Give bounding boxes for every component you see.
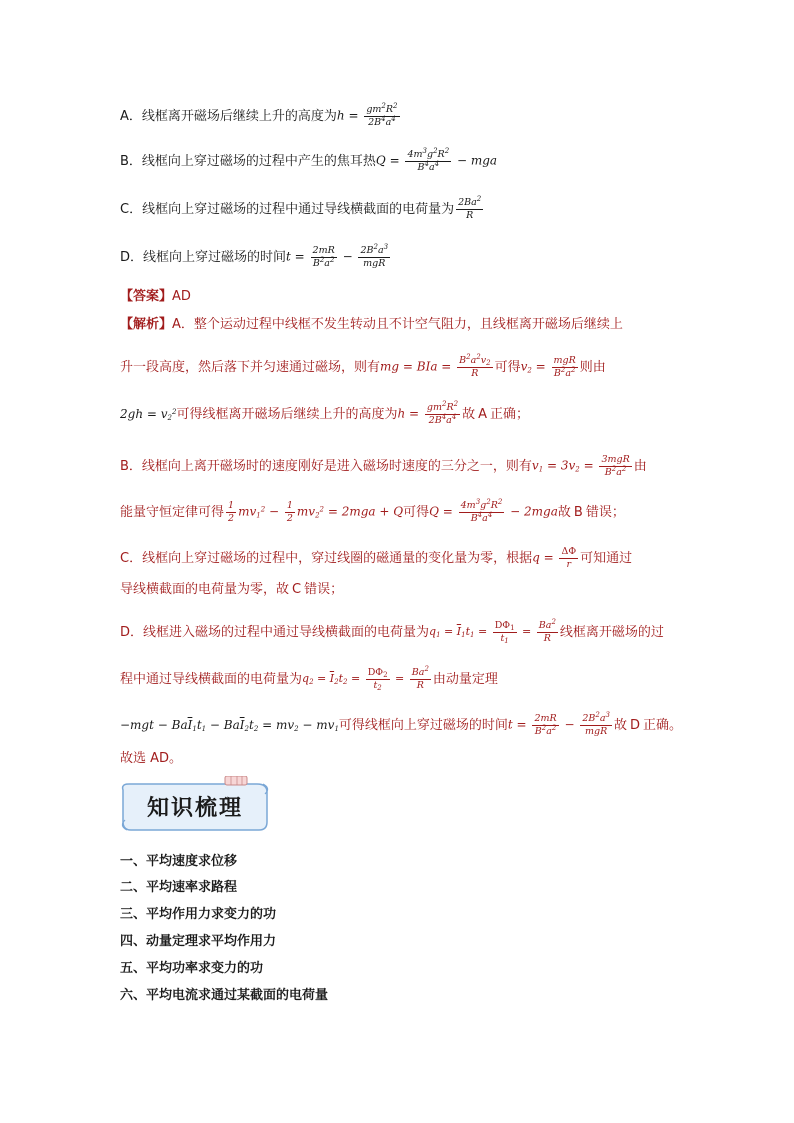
analysis-d-text2: 线框离开磁场的过 bbox=[559, 624, 664, 640]
analysis-label: 【解析】 bbox=[120, 317, 173, 332]
analysis-c-line2 bbox=[120, 583, 343, 596]
answer-value: AD bbox=[172, 289, 191, 304]
analysis-d-text7: 正确。 bbox=[643, 717, 683, 733]
analysis-b-text1: B．线框向上离开磁场时的速度刚好是进入磁场时速度的三分之一，则有 bbox=[120, 458, 532, 474]
option-d bbox=[120, 243, 392, 269]
formula-charge-flux: q = $\frac{\Delta\Phi}{r}$ bbox=[532, 546, 577, 570]
section-banner bbox=[117, 776, 273, 834]
analysis-c-text4: 错误； bbox=[304, 582, 344, 597]
analysis-b-text6: 错误； bbox=[585, 504, 625, 520]
analysis-conclusion bbox=[120, 752, 182, 765]
analysis-c-line1 bbox=[120, 547, 632, 569]
knowledge-item-2: 二、平均速率求路程 bbox=[120, 880, 238, 895]
knowledge-item-4: 四、动量定理求平均作用力 bbox=[120, 934, 277, 949]
formula-v2: $v_2$ = $\frac{\text{mgR}}{B^2a^2}$ bbox=[520, 355, 576, 379]
option-c bbox=[120, 195, 485, 221]
formula-time: t = $\frac{2mR}{B^2a^2}$ − $\frac{2B^2a^3}{\text{mgR}}$ bbox=[507, 711, 610, 737]
option-c-formula: $\frac{2Ba^2}{R}$ bbox=[458, 195, 482, 221]
formula-height: h = $\frac{gm^2R^2}{2B^4a^4}$ bbox=[397, 400, 459, 426]
analysis-a-text3: 可得 bbox=[494, 359, 521, 375]
analysis-a-text1: A．整个运动过程中线框不发生转动且不计空气阻力，且线框离开磁场后继续上 bbox=[172, 317, 623, 332]
analysis-a-letter: A bbox=[478, 406, 487, 422]
pencil-icon bbox=[225, 776, 247, 785]
analysis-d-text3: 程中通过导线横截面的电荷量为 bbox=[120, 671, 303, 687]
option-c-text: C．线框向上穿过磁场的过程中通过导线横截面的电荷量为 bbox=[120, 201, 455, 217]
option-b-text: B．线框向上穿过磁场的过程中产生的焦耳热 bbox=[120, 153, 376, 169]
analysis-a-line2 bbox=[120, 353, 606, 379]
formula-energy: $\frac{1}{2}$ $mv_1^2$ − $\frac{1}{2}$ $mv_2^2 = 2mga + Q$ bbox=[228, 500, 404, 524]
answer-line bbox=[120, 290, 191, 303]
analysis-b-line2 bbox=[120, 498, 625, 524]
option-d-formula: t = $\frac{2mR}{B^2a^2}$ − $\frac{2B^2a^3}{\text{mgR}}$ bbox=[286, 243, 389, 269]
analysis-a-text7: 正确； bbox=[490, 406, 530, 422]
conclusion-text: 故选 AD。 bbox=[120, 751, 183, 766]
analysis-b-text5: 故 bbox=[557, 504, 571, 520]
analysis-d-line3 bbox=[120, 711, 683, 737]
analysis-a-line1 bbox=[120, 318, 623, 331]
analysis-d-text1: D．线框进入磁场的过程中通过导线横截面的电荷量为 bbox=[120, 624, 430, 640]
knowledge-item-5: 五、平均功率求变力的功 bbox=[120, 961, 264, 976]
knowledge-item-1: 一、平均速度求位移 bbox=[120, 854, 238, 869]
analysis-d-line1 bbox=[120, 618, 664, 645]
analysis-a-text4: 则由 bbox=[579, 359, 606, 375]
option-a-formula: h = $\frac{gm^2R^2}{2B^4a^4}$ bbox=[336, 102, 398, 128]
analysis-d-text4: 由动量定理 bbox=[432, 671, 498, 687]
analysis-d-letter: D bbox=[630, 717, 641, 733]
option-b bbox=[120, 147, 498, 173]
answer-label: 【答案】 bbox=[120, 289, 173, 304]
analysis-b-line1 bbox=[120, 455, 647, 477]
formula-q2: $q_2 = \overline{I}_2t_2$ = $\frac{D\Phi_2}{t_2}$ = $\frac{Ba^2}{R}$ bbox=[302, 665, 429, 692]
analysis-c-text2: 可知通过 bbox=[580, 550, 633, 566]
analysis-d-text6: 故 bbox=[613, 717, 627, 733]
analysis-d-line2 bbox=[120, 665, 498, 692]
formula-q1: $q_1 = \overline{I}_1t_1$ = $\frac{D\Phi_1}{t_1}$ = $\frac{Ba^2}{R}$ bbox=[429, 618, 556, 645]
knowledge-item-3: 三、平均作用力求变力的功 bbox=[120, 907, 277, 922]
analysis-b-letter: B bbox=[573, 504, 583, 520]
analysis-a-text5: 可得线框离开磁场后继续上升的高度为 bbox=[176, 406, 398, 422]
option-d-text: D．线框向上穿过磁场的时间 bbox=[120, 249, 287, 265]
option-a bbox=[120, 102, 402, 128]
section-title: 知识梳理 bbox=[146, 795, 243, 821]
option-a-text: A．线框离开磁场后继续上升的高度为 bbox=[120, 108, 337, 124]
analysis-c-letter: C bbox=[292, 582, 302, 597]
analysis-c-text1: C．线框向上穿过磁场的过程中，穿过线圈的磁通量的变化量为零，根据 bbox=[120, 550, 533, 566]
formula-force-balance: mg = BIa = $\frac{B^2a^2v_2}{R}$ bbox=[380, 353, 491, 379]
analysis-b-text2: 由 bbox=[633, 458, 647, 474]
analysis-b-text4: 可得 bbox=[403, 504, 430, 520]
knowledge-item-6: 六、平均电流求通过某截面的电荷量 bbox=[120, 988, 329, 1003]
formula-kinematics: $2gh = v_2^2$ bbox=[120, 407, 177, 422]
analysis-c-text3: 导线横截面的电荷量为零，故 bbox=[120, 582, 290, 597]
analysis-d-text5: 可得线框向上穿过磁场的时间 bbox=[338, 717, 508, 733]
option-b-formula: Q = $\frac{4m^3g^2R^2}{B^4a^4}$ − mga bbox=[375, 147, 498, 173]
analysis-a-text2: 升一段高度，然后落下并匀速通过磁场，则有 bbox=[120, 359, 381, 375]
analysis-a-text6: 故 bbox=[462, 406, 476, 422]
analysis-a-line3 bbox=[120, 400, 530, 426]
analysis-b-text3: 能量守恒定律可得 bbox=[120, 504, 225, 520]
formula-momentum: $-mgt - Ba\overline{I}_1t_1 - Ba\overline{I}_2t_2 = mv_2 - mv_1$ bbox=[120, 718, 339, 733]
formula-heat: Q = $\frac{4m^3g^2R^2}{B^4a^4}$ − 2mga bbox=[429, 498, 558, 524]
formula-v1: $v_1 = 3v_2$ = $\frac{\text{3mgR}}{B^2a^2}$ bbox=[531, 454, 630, 478]
